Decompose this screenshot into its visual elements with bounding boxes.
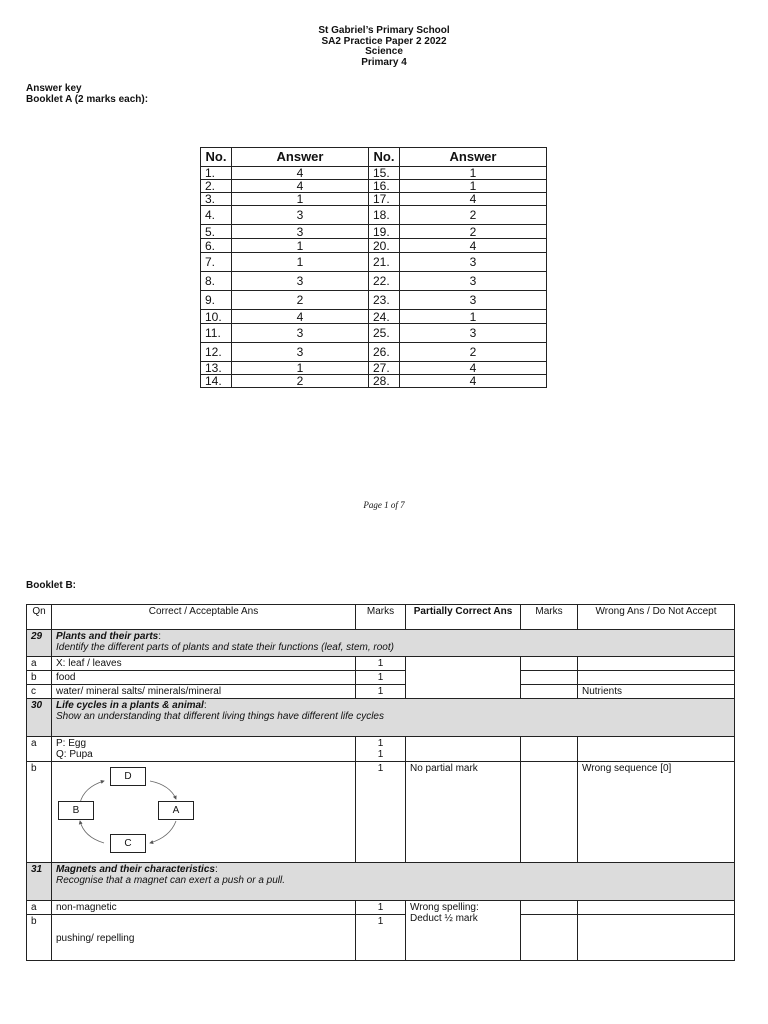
partial-marks [521, 915, 578, 961]
answer-row-30b [27, 762, 735, 863]
partial-answer [406, 901, 521, 961]
question-number: 3. [201, 193, 232, 206]
marks-q: 1 [377, 749, 384, 760]
marks: 1 [356, 915, 406, 961]
answer-value: 1 [232, 253, 369, 272]
header-correct: Correct / Acceptable Ans [52, 605, 356, 630]
partial-marks [521, 657, 578, 671]
answer-value: 4 [400, 239, 547, 253]
question-number: 7. [201, 253, 232, 272]
answer-row [201, 180, 547, 193]
answer-row [201, 193, 547, 206]
question-number: 21. [369, 253, 400, 272]
answer-value: 4 [232, 310, 369, 324]
answer-row [201, 343, 547, 362]
wrong-answer [578, 737, 735, 762]
partial-line-2: Deduct ½ mark [410, 913, 478, 924]
header-partial-marks: Marks [521, 605, 578, 630]
answer-row-29c [27, 685, 735, 699]
question-number: 28. [369, 375, 400, 388]
question-number: 8. [201, 272, 232, 291]
answer-value: 2 [232, 291, 369, 310]
header-qn: Qn [27, 605, 52, 630]
answer-row-30a [27, 737, 735, 762]
wrong-answer [578, 901, 735, 915]
booklet-a-label: Booklet A (2 marks each): [26, 94, 149, 105]
subject-title: Science [365, 46, 403, 57]
question-number: 9. [201, 291, 232, 310]
marks: 1 [356, 685, 406, 699]
part-label: a [27, 737, 52, 762]
booklet-a-table [200, 147, 547, 388]
question-number: 14. [201, 375, 232, 388]
part-label: b [27, 915, 52, 961]
topic-title: Plants and their parts [56, 631, 159, 642]
part-label: a [27, 657, 52, 671]
topic-cell: Plants and their parts: Identify the different parts of plants and state their functions (leaf, stem, root) [52, 630, 735, 657]
booklet-b-table [26, 604, 735, 961]
part-label: b [27, 762, 52, 863]
question-number: 19. [369, 225, 400, 239]
stage-box-top: D [110, 767, 146, 786]
correct-answer: pushing/ repelling [52, 915, 356, 961]
partial-marks [521, 685, 578, 699]
answer-value: 3 [232, 272, 369, 291]
answer-row [201, 291, 547, 310]
answer-value: 3 [400, 291, 547, 310]
question-number: 18. [369, 206, 400, 225]
answer-value: 3 [400, 253, 547, 272]
correct-answer: X: leaf / leaves [52, 657, 356, 671]
answer-row-31a [27, 901, 735, 915]
stage-box-left: B [58, 801, 94, 820]
partial-marks [521, 762, 578, 863]
wrong-answer: Wrong sequence [0] [578, 762, 735, 863]
question-number: 27. [369, 362, 400, 375]
question-number [27, 863, 52, 901]
part-label: c [27, 685, 52, 699]
marks [356, 737, 406, 762]
answer-row [201, 362, 547, 375]
answer-value: 3 [400, 272, 547, 291]
topic-description: Identify the different parts of plants and state their functions (leaf, stem, root) [56, 642, 394, 653]
question-number: 15. [369, 167, 400, 180]
header-no-2: No. [369, 148, 400, 167]
answer-value: 3 [400, 324, 547, 343]
partial-line-1: Wrong spelling: [410, 902, 479, 913]
correct-answer: water/ mineral salts/ minerals/mineral [52, 685, 356, 699]
topic-title: Life cycles in a plants & animal [56, 700, 204, 711]
question-number: 13. [201, 362, 232, 375]
booklet-b-header-row [27, 605, 735, 630]
answer-value: 1 [400, 167, 547, 180]
booklet-b-label: Booklet B: [26, 580, 76, 591]
topic-row-30 [27, 699, 735, 737]
question-number: 26. [369, 343, 400, 362]
question-number: 25. [369, 324, 400, 343]
part-label: b [27, 671, 52, 685]
correct-answer [52, 762, 356, 863]
answer-row-29b [27, 671, 735, 685]
question-number: 22. [369, 272, 400, 291]
header-partial: Partially Correct Ans [406, 605, 521, 630]
stage-box-bottom: C [110, 834, 146, 853]
question-number [27, 630, 52, 657]
answer-value: 1 [232, 193, 369, 206]
wrong-answer [578, 657, 735, 671]
header-answer-1: Answer [232, 148, 369, 167]
q31-number: 31 [31, 864, 43, 875]
answer-row-31b [27, 915, 735, 961]
question-number: 1. [201, 167, 232, 180]
booklet-a-body [201, 167, 547, 388]
answer-value: 4 [232, 180, 369, 193]
marks-p: 1 [377, 738, 384, 749]
answer-row [201, 375, 547, 388]
topic-title: Magnets and their characteristics [56, 864, 215, 875]
wrong-answer [578, 915, 735, 961]
document-header [0, 26, 768, 68]
question-number: 11. [201, 324, 232, 343]
stage-box-right: A [158, 801, 194, 820]
header-no-1: No. [201, 148, 232, 167]
partial-answer [406, 737, 521, 762]
answer-line-q: Q: Pupa [56, 749, 93, 760]
level-title: Primary 4 [361, 56, 407, 68]
marks: 1 [356, 762, 406, 863]
answer-value: 4 [232, 167, 369, 180]
answer-value: 3 [232, 324, 369, 343]
header-answer-2: Answer [400, 148, 547, 167]
correct-answer: non-magnetic [52, 901, 356, 915]
answer-value: 4 [400, 375, 547, 388]
answer-value: 1 [232, 239, 369, 253]
answer-value: 4 [400, 362, 547, 375]
header-marks: Marks [356, 605, 406, 630]
life-cycle-diagram [56, 765, 216, 857]
question-number: 2. [201, 180, 232, 193]
question-number: 4. [201, 206, 232, 225]
question-number: 16. [369, 180, 400, 193]
answer-value: 1 [400, 180, 547, 193]
paper-title: SA2 Practice Paper 2 2022 [321, 35, 447, 47]
topic-description: Show an understanding that different living things have different life cycles [56, 711, 384, 722]
arrow-b-to-d [80, 781, 104, 803]
arrow-d-to-a [150, 781, 176, 799]
topic-cell: Magnets and their characteristics: Recognise that a magnet can exert a push or a pull. [52, 863, 735, 901]
answer-value: 2 [400, 206, 547, 225]
question-number: 6. [201, 239, 232, 253]
answer-row-29a [27, 657, 735, 671]
wrong-answer: Nutrients [578, 685, 735, 699]
partial-marks [521, 737, 578, 762]
marks: 1 [356, 657, 406, 671]
marks: 1 [356, 671, 406, 685]
topic-row-31 [27, 863, 735, 901]
partial-marks [521, 901, 578, 915]
question-number [27, 699, 52, 737]
part-label: a [27, 901, 52, 915]
answer-row [201, 239, 547, 253]
topic-row-29 [27, 630, 735, 657]
answer-value: 1 [400, 310, 547, 324]
question-number: 20. [369, 239, 400, 253]
answer-row [201, 253, 547, 272]
answer-value: 2 [232, 375, 369, 388]
answer-value: 3 [232, 343, 369, 362]
wrong-answer [578, 671, 735, 685]
school-name: St Gabriel’s Primary School [318, 25, 450, 36]
answer-row [201, 324, 547, 343]
q30-number: 30 [31, 700, 43, 711]
header-wrong: Wrong Ans / Do Not Accept [578, 605, 735, 630]
topic-description: Recognise that a magnet can exert a push or a pull. [56, 875, 286, 886]
answer-value: 4 [400, 193, 547, 206]
answer-key-label: Answer key [26, 83, 82, 94]
answer-row [201, 272, 547, 291]
question-number: 5. [201, 225, 232, 239]
answer-row [201, 206, 547, 225]
answer-value: 1 [232, 362, 369, 375]
answer-value: 2 [400, 225, 547, 239]
partial-answer [406, 657, 521, 699]
arrow-c-to-b [80, 821, 104, 843]
correct-answer: food [52, 671, 356, 685]
page-footer: Page 1 of 7 [363, 500, 405, 510]
question-number: 24. [369, 310, 400, 324]
arrow-a-to-c [150, 821, 176, 843]
answer-row [201, 167, 547, 180]
question-number: 23. [369, 291, 400, 310]
partial-marks [521, 671, 578, 685]
answer-value: 3 [232, 225, 369, 239]
booklet-a-header-row [201, 148, 547, 167]
answer-line-p: P: Egg [56, 738, 87, 749]
answer-row [201, 310, 547, 324]
partial-answer: No partial mark [406, 762, 521, 863]
question-number: 12. [201, 343, 232, 362]
answer-row [201, 225, 547, 239]
topic-cell: Life cycles in a plants & animal: Show an understanding that different living things have different life cycles [52, 699, 735, 737]
marks: 1 [356, 901, 406, 915]
question-number: 10. [201, 310, 232, 324]
answer-value: 2 [400, 343, 547, 362]
question-number: 17. [369, 193, 400, 206]
answer-value: 3 [232, 206, 369, 225]
correct-answer [52, 737, 356, 762]
q29-number: 29 [31, 631, 43, 642]
